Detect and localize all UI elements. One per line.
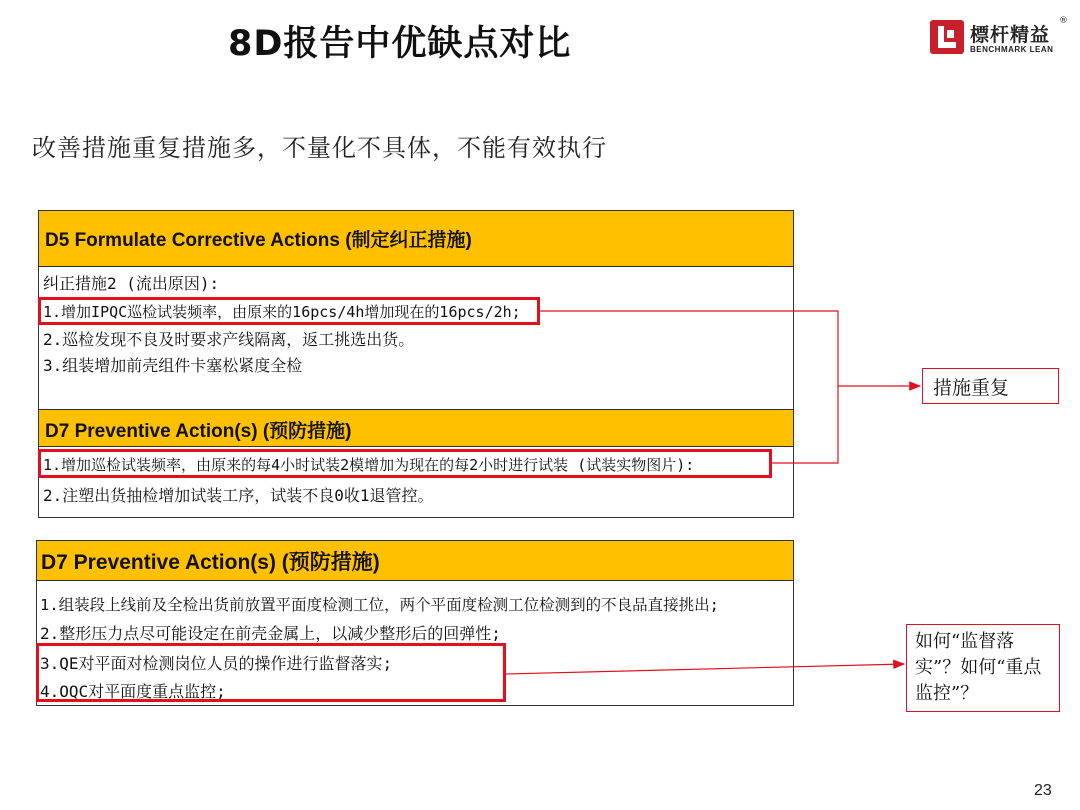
d5-line-2: 2.巡检发现不良及时要求产线隔离，返工挑选出货。	[43, 330, 415, 349]
highlight-d7-lines-3-4	[36, 643, 506, 702]
highlight-d7-top-line-0	[38, 449, 772, 478]
d7-top-line-0: 1.增加巡检试装频率，由原来的每4小时试装2模增加为现在的每2小时进行试装 (试装实物图片):	[43, 456, 695, 474]
d5-line-0: 纠正措施2 (流出原因):	[43, 274, 220, 293]
highlight-d5-line-1	[38, 297, 540, 325]
subtitle: 改善措施重复措施多，不量化不具体，不能有效执行	[32, 134, 607, 162]
note-repeat-measures-text: 措施重复	[933, 377, 1010, 399]
d7-line-0: 1.组装段上线前及全检出货前放置平面度检测工位，两个平面度检测工位检测到的不良品直接挑出;	[40, 596, 719, 614]
registered-mark: ®	[1059, 16, 1068, 26]
note-how-question-text: 如何“监督落实”？如何“重点监控”？	[915, 631, 1042, 704]
d7-line-3: 4.OQC对平面度重点监控;	[40, 682, 226, 701]
d5-line-3: 3.组装增加前壳组件卡塞松紧度全检	[43, 356, 303, 375]
d7-header-top: D7 Preventive Action(s) (预防措施)	[39, 409, 793, 447]
d5-header: D5 Formulate Corrective Actions (制定纠正措施)	[39, 211, 793, 267]
logo	[930, 18, 1070, 58]
logo-mark-icon	[930, 20, 964, 54]
logo-name-cn: 標杆精益	[970, 24, 1051, 46]
page-title: 8D报告中优缺点对比	[228, 24, 572, 64]
d7-header: D7 Preventive Action(s) (预防措施)	[37, 541, 793, 581]
d7-line-1: 2.整形压力点尽可能设定在前壳金属上，以减少整形后的回弹性;	[40, 624, 501, 643]
logo-name-en: BENCHMARK LEAN	[970, 45, 1054, 54]
note-repeat-measures	[922, 368, 1059, 404]
d7-top-line-1: 2.注塑出货抽检增加试装工序，试装不良0收1退管控。	[43, 486, 434, 505]
d5-line-1: 1.增加IPQC巡检试装频率，由原来的16pcs/4h增加现在的16pcs/2h;	[43, 303, 521, 321]
d7-line-2: 3.QE对平面对检测岗位人员的操作进行监督落实;	[40, 654, 393, 673]
note-how-question	[906, 624, 1060, 712]
page-number: 23	[1034, 782, 1052, 799]
